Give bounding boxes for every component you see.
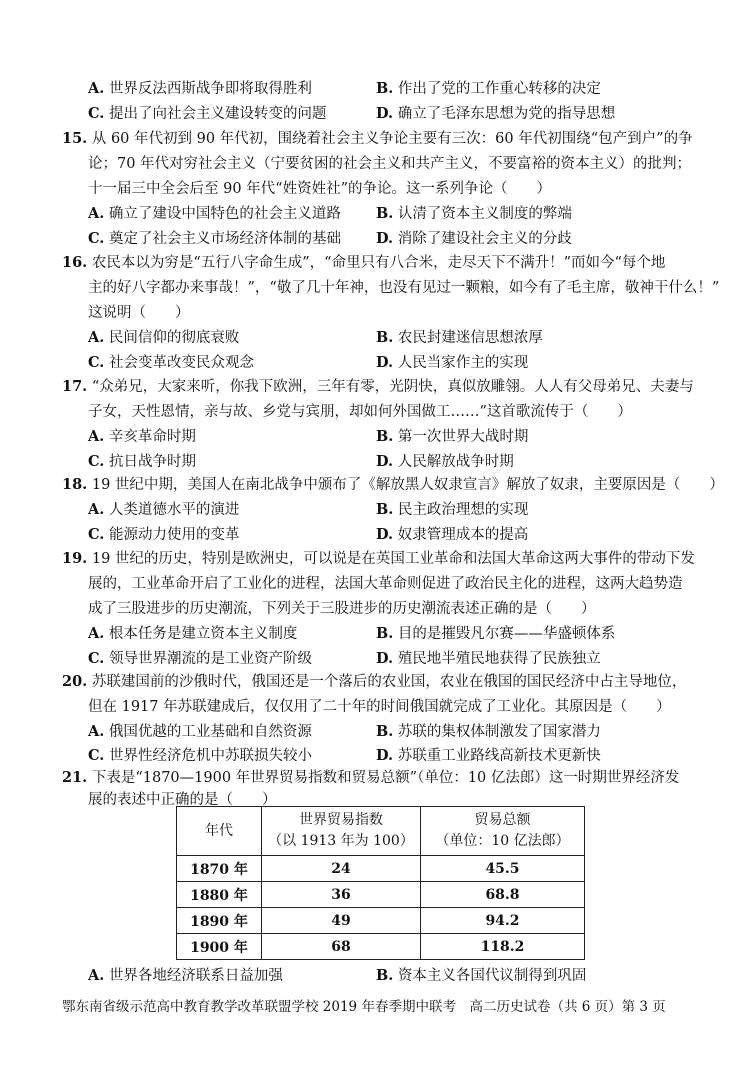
q15-option-c: C. 奠定了社会主义市场经济体制的基础 xyxy=(88,230,341,247)
q16-option-b: B. 农民封建迷信思想浓厚 xyxy=(376,329,543,346)
q20-option-c: C. 世界性经济危机中苏联损失较小 xyxy=(88,747,312,764)
table-row xyxy=(177,934,585,960)
q14-option-c: C. 提出了向社会主义建设转变的问题 xyxy=(88,105,327,122)
table-cell: 68 xyxy=(262,934,421,960)
q16-stem-line-2: 主的好八字都办来事哉！”，“敬了几十年神，也没有见过一颗粮，如今有了毛主席，敬神干什么！” xyxy=(88,280,720,296)
table-row xyxy=(177,908,585,934)
trade-table xyxy=(176,806,585,960)
q19-option-a: A. 根本任务是建立资本主义制度 xyxy=(88,625,298,642)
q15-option-d: D. 消除了建设社会主义的分歧 xyxy=(376,230,572,247)
q20-option-d: D. 苏联重工业路线高新技术更新快 xyxy=(376,747,601,764)
table-cell: 36 xyxy=(262,882,421,908)
table-cell: 1880 年 xyxy=(177,882,262,908)
q16-option-d: D. 人民当家作主的实现 xyxy=(376,354,529,371)
q18-option-a: A. 人类道德水平的演进 xyxy=(88,501,240,518)
q20-option-a: A. 俄国优越的工业基础和自然资源 xyxy=(88,723,312,740)
q16-option-c: C. 社会变革改变民众观念 xyxy=(88,354,254,371)
question-number: 16. xyxy=(62,254,88,271)
q18-option-d: D. 奴隶管理成本的提高 xyxy=(376,526,529,543)
q17-option-d: D. 人民解放战争时期 xyxy=(376,453,514,470)
table-cell: 49 xyxy=(262,908,421,934)
q14-option-d: D. 确立了毛泽东思想为党的指导思想 xyxy=(376,105,616,122)
question-number: 20. xyxy=(62,673,88,690)
q16-stem-line-1: 16. 农民本以为穷是“五行八字命生成”，“命里只有八合米，走尽天下不满升！”而如今“每个地 xyxy=(62,254,666,271)
table-cell: 1890 年 xyxy=(177,908,262,934)
q18-option-c: C. 能源动力使用的变革 xyxy=(88,526,240,543)
q17-option-c: C. 抗日战争时期 xyxy=(88,453,196,470)
q16-option-a: A. 民间信仰的彻底衰败 xyxy=(88,329,240,346)
q21-stem-line-1: 21. 下表是“1870—1900 年世界贸易指数和贸易总额”（单位：10 亿法郎）这一时期世界经济发 xyxy=(62,769,680,786)
question-number: 21. xyxy=(62,769,88,786)
table-header-index: 世界贸易指数 （以 1913 年为 100） xyxy=(262,807,421,856)
q18-option-b: B. 民主政治理想的实现 xyxy=(376,501,529,518)
q21-stem-line-2: 展的表述中正确的是（ ） xyxy=(88,792,277,808)
table-header-row xyxy=(177,807,585,856)
table-cell: 1870 年 xyxy=(177,856,262,882)
q17-stem-line-1: 17. “众弟兄，大家来听，你我下欧洲，三年有零，光阴快，真似放雕翎。人人有父母弟兄、夫妻与 xyxy=(62,378,694,395)
table-header-year: 年代 xyxy=(177,807,262,856)
page-footer: 鄂东南省级示范高中教育教学改革联盟学校 2019 年春季期中联考 高二历史试卷（共 6 页）第 3 页 xyxy=(62,999,666,1015)
q14-option-b: B. 作出了党的工作重心转移的决定 xyxy=(376,80,601,97)
q19-stem-line-1: 19. 19 世纪的历史，特别是欧洲史，可以说是在英国工业革命和法国大革命这两大事件的带动下发 xyxy=(62,550,695,567)
question-number: 15. xyxy=(62,130,88,147)
table-cell: 1900 年 xyxy=(177,934,262,960)
table-cell: 68.8 xyxy=(421,882,585,908)
q17-stem-line-2: 子女，天性恩情，亲与故、乡党与宾朋，却如何外国做工……”这首歌流传于（ ） xyxy=(88,404,632,420)
table-cell: 45.5 xyxy=(421,856,585,882)
question-number: 17. xyxy=(62,378,88,395)
q15-stem-line-2: 论；70 年代对穷社会主义（宁要贫困的社会主义和共产主义，不要富裕的资本主义）的批判； xyxy=(88,156,692,172)
q21-option-b: B. 资本主义各国代议制得到巩固 xyxy=(376,967,587,984)
table-row xyxy=(177,856,585,882)
table-header-total: 贸易总额 （单位：10 亿法郎） xyxy=(421,807,585,856)
q15-stem-line-1: 15. 从 60 年代初到 90 年代初，围绕着社会主义争论主要有三次：60 年代初围绕“包产到户”的争 xyxy=(62,130,693,147)
q15-option-a: A. 确立了建设中国特色的社会主义道路 xyxy=(88,205,341,222)
question-number: 18. xyxy=(62,476,88,493)
table-cell: 94.2 xyxy=(421,908,585,934)
q15-option-b: B. 认清了资本主义制度的弊端 xyxy=(376,205,572,222)
table-row xyxy=(177,882,585,908)
q21-option-a: A. 世界各地经济联系日益加强 xyxy=(88,967,283,984)
q20-stem-line-1: 20. 苏联建国前的沙俄时代，俄国还是一个落后的农业国，农业在俄国的国民经济中占主导地位， xyxy=(62,673,687,690)
table-cell: 24 xyxy=(262,856,421,882)
q19-stem-line-3: 成了三股进步的历史潮流，下列关于三股进步的历史潮流表述正确的是（ ） xyxy=(88,601,596,617)
table-cell: 118.2 xyxy=(421,934,585,960)
q20-option-b: B. 苏联的集权体制激发了国家潜力 xyxy=(376,723,601,740)
q18-stem-line-1: 18. 19 世纪中期，美国人在南北战争中颁布了《解放黑人奴隶宣言》解放了奴隶，主要原因是（ ） xyxy=(62,476,724,493)
q19-option-d: D. 殖民地半殖民地获得了民族独立 xyxy=(376,650,601,667)
q14-option-a: A. 世界反法西斯战争即将取得胜利 xyxy=(88,80,312,97)
q17-option-a: A. 辛亥革命时期 xyxy=(88,428,196,445)
q15-stem-line-3: 十一届三中全会后至 90 年代“姓资姓社”的争论。这一系列争论（ ） xyxy=(88,181,551,197)
q17-option-b: B. 第一次世界大战时期 xyxy=(376,428,529,445)
q19-option-c: C. 领导世界潮流的是工业资产阶级 xyxy=(88,650,312,667)
q16-stem-line-3: 这说明（ ） xyxy=(88,305,190,321)
question-number: 19. xyxy=(62,550,88,567)
q19-stem-line-2: 展的，工业革命开启了工业化的进程，法国大革命则促进了政治民主化的进程，这两大趋势造 xyxy=(88,576,683,592)
q19-option-b: B. 目的是摧毁凡尔赛——华盛顿体系 xyxy=(376,625,616,642)
q20-stem-line-2: 但在 1917 年苏联建成后，仅仅用了二十年的时间俄国就完成了工业化。其原因是（ ） xyxy=(88,699,671,715)
